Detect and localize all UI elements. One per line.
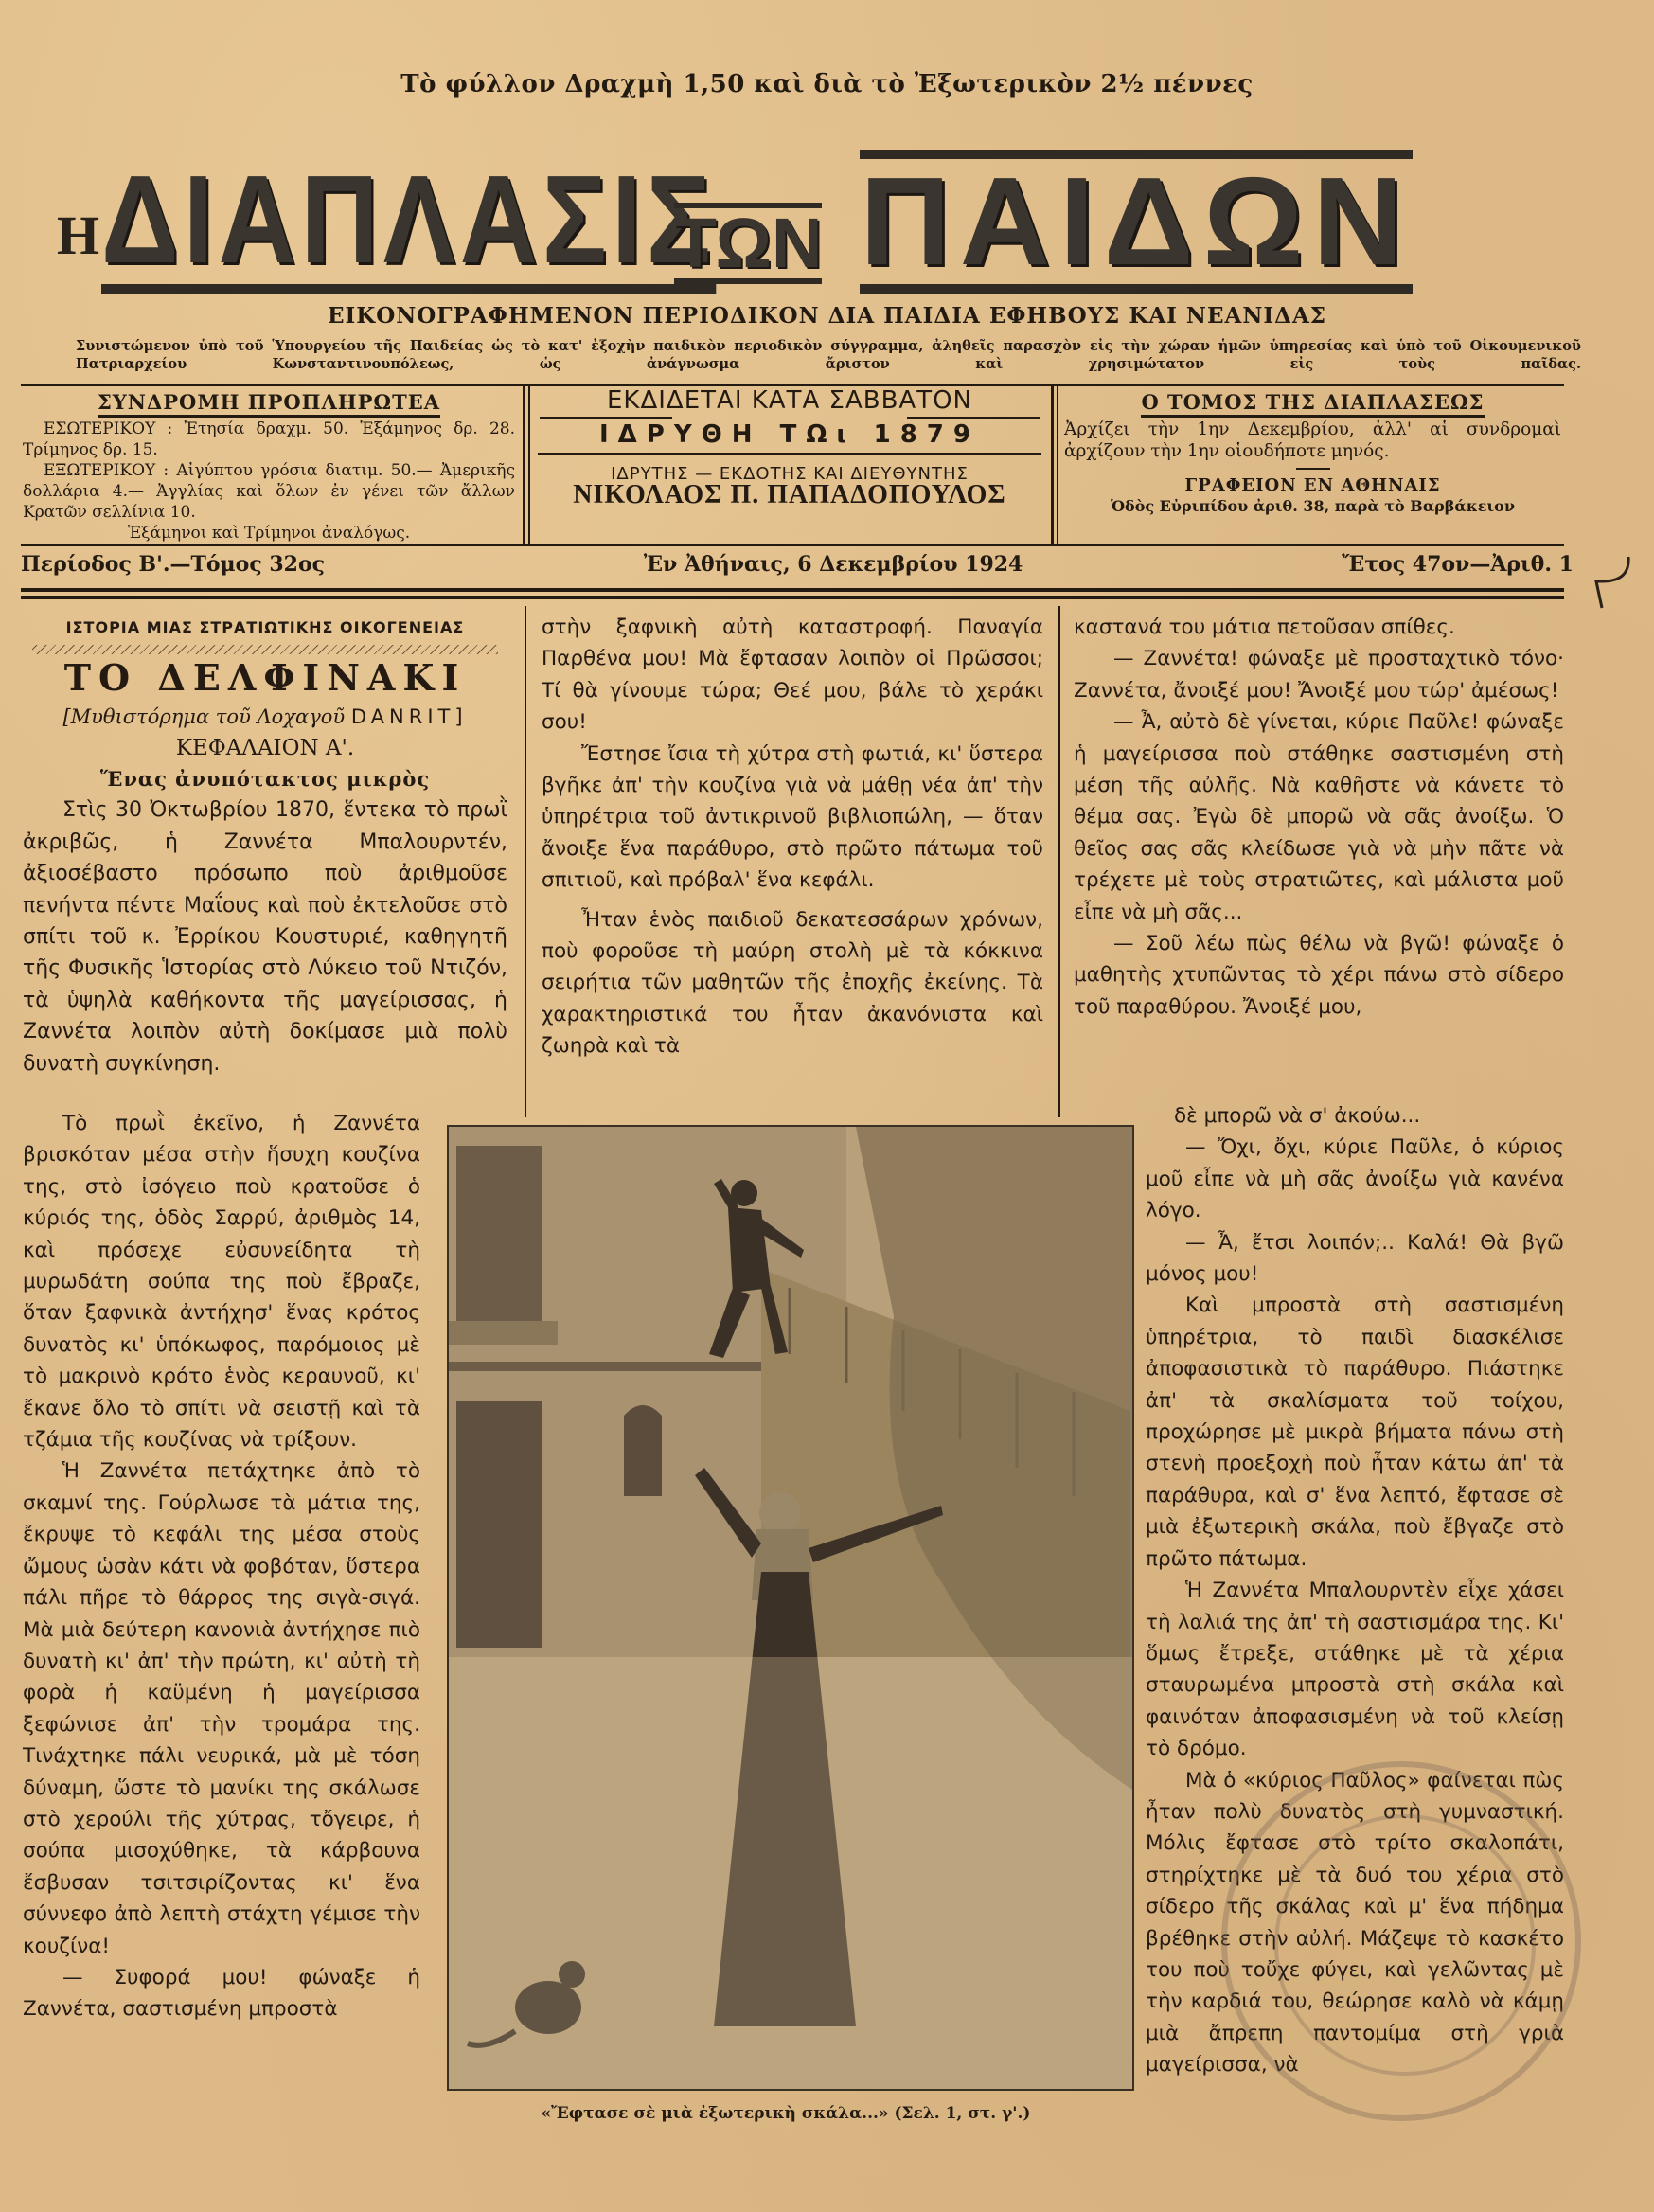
article-kicker: ΙΣΤΟΡΙΑ ΜΙΑΣ ΣΤΡΑΤΙΩΤΙΚΗΣ ΟΙΚΟΓΕΝΕΙΑΣ	[65, 618, 465, 636]
issue-period: Περίοδος Β'.—Τόμος 32ος	[21, 552, 326, 577]
courtyard-ground	[449, 1657, 1132, 2089]
byline-prefix: [Μυθιστόρημα τοῦ Λοχαγοῦ	[62, 705, 346, 729]
chapter-heading: ΚΕΦΑΛΑΙΟΝ Α'.	[175, 736, 355, 761]
rule-mid	[538, 453, 1041, 455]
paragraph: Στὶς 30 Ὀκτωβρίου 1870, ἕντεκα τὸ πρωῒ ἀκριβῶς, ἡ Ζαννέτα Μπαλουρντέν, ἀξιοσέβαστο πρόσωπο ποὺ ἀριθμοῦσε πενήντα πέντε Μαΐους καὶ ποὺ ἐκτελοῦσε στὸ σπίτι τοῦ κ. Ἐρρίκου Κουστυριέ, καθηγητῆ τῆς Φυσικῆς Ἱστορίας στὸ Λύκειο τοῦ Ντιζόν, τὰ ὑψηλὰ καθήκοντα τῆς μαγείρισσας, ἡ Ζαννέτα λοιπὸν αὐτὴ δοκίμασε μιὰ πολὺ δυνατὴ συγκίνηση.	[23, 798, 507, 1076]
upper-window	[456, 1146, 542, 1335]
paragraph: Καὶ μπροστὰ στὴ σαστισμένη ὑπηρέτρια, τὸ παιδὶ διασκέλισε ἀποφασιστικὰ τὸ παράθυρο. Πιάστηκε ἀπ' τὰ σκαλίσματα τοῦ τοίχου, προχώρησε μὲ μικρὰ βήματα πάνω στὴ στενὴ προεξοχὴ ποὺ ἦταν κάτω ἀπ' τὰ παράθυρα, καὶ σ' ἕνα λεπτό, ἔφτασε σὲ μιὰ ἐξωτερικὴ σκάλα, ποὺ ἔβγαζε στὸ πρῶτο πάτωμα.	[1146, 1293, 1564, 1571]
issue-number: Ἔτος 47ον—Ἀριθ. 1	[1342, 552, 1574, 577]
ground-doorway	[456, 1401, 542, 1648]
founder-name: ΝΙΚΟΛΑΟΣ Π. ΠΑΠΑΔΟΠΟΥΛΟΣ	[573, 480, 1006, 509]
paragraph: — Ὄχι, ὄχι, κύριε Παῦλε, ὁ κύριος μοῦ εἶπε νὰ μὴ σᾶς ἀνοίξω γιὰ κανένα λόγο.	[1146, 1135, 1564, 1223]
paragraph: — Σοῦ λέω πὼς θέλω νὰ βγῶ! φώναξε ὁ μαθητὴς χτυπῶντας τὸ χέρι πάνω στὸ σίδερο τοῦ παραθύρου. Ἄνοιξέ μου,	[1074, 932, 1564, 1019]
engraving-scene	[449, 1127, 1132, 2089]
subscription-box	[23, 392, 515, 544]
paragraph: Ἦταν ἑνὸς παιδιοῦ δεκατεσσάρων χρόνων, ποὺ φοροῦσε τὴ μαύρη στολὴ μὲ τὰ κόκκινα σειρήτια τῶν μαθητῶν τῆς ἐποχῆς ἐκείνης. Τὰ χαρακτηριστικά του ἦταν ἀκανόνιστα καὶ ζωηρὰ καὶ τὰ	[542, 907, 1043, 1059]
paragraph: — Συφορά μου! φώναξε ἡ Ζαννέτα, σαστισμένη μπροστὰ	[23, 1965, 420, 2022]
library-stamp-inner-ring	[1274, 1814, 1536, 2076]
article-column-1	[23, 612, 507, 1079]
pen-mark-icon	[1592, 553, 1630, 610]
volume-box	[1064, 392, 1561, 517]
masthead	[57, 152, 1515, 294]
divider-left	[523, 384, 525, 544]
issue-line	[21, 552, 1574, 577]
rule-bottom-infobox	[21, 544, 1564, 546]
paragraph: καστανά του μάτια πετοῦσαν σπίθες.	[1074, 615, 1455, 639]
paragraph: Μὰ ὁ «κύριος Παῦλος» φαίνεται πὼς ἦταν πολὺ δυνατὸς στὴ γυμναστική. Μόλις ἔφτασε στὸ τρίτο σκαλοπάτι, στηρίχτηκε μὲ τὰ δυό του χέρια στὸ σίδερο τῆς σκάλας καὶ μ' ἕνα πήδημα βρέθηκε στὴν αὐλή. Μάζεψε τὸ κασκέτο του ποὺ τοὔχε φύγει, καὶ γελῶντας μὲ τὴν καρδιά του, θεώρησε καλὸ νὰ κάμῃ μιὰ ἄπρεπη παντομίμα στὴ γριὰ μαγείρισσα, νὰ	[1146, 1768, 1564, 2078]
founder-role: ΙΔΡΥΤΗΣ — ΕΚΔΟΤΗΣ ΚΑΙ ΔΙΕΥΘΥΝΤΗΣ	[611, 464, 969, 484]
paragraph: Τὸ πρωῒ ἐκεῖνο, ἡ Ζαννέτα βρισκόταν μέσα στὴν ἥσυχη κουζίνα της, στὸ ἰσόγειο ποὺ κρατοῦσε ὁ κύριός της, ὁδὸς Σαρρύ, ἀριθμὸς 14, καὶ πρόσεχε εὐσυνείδητα τὴ μυρωδάτη σούπα της ποὺ ἔβραζε, ὅταν ξαφνικὰ ἀντήχησ' ἕνας κρότος δυνατὸς κι' ὑπόκωφος, παρόμοιος μὲ τὸ μακρινὸ κρότο ἑνὸς κεραυνοῦ, κι' ἔκανε ὅλο τὸ σπίτι νὰ σειστῇ καὶ τὰ τζάμια τῆς κουζίνας νὰ τρίξουν.	[23, 1112, 420, 1453]
column-divider-1	[525, 606, 526, 1117]
article-column-3	[1074, 612, 1564, 1023]
rule-double-bottom	[21, 596, 1564, 599]
subscription-note: Ἑξάμηνοι καὶ Τρίμηνοι ἀναλόγως.	[127, 524, 411, 543]
divider-right-2	[1057, 384, 1058, 544]
founded-year: ΙΔΡΥΘΗ ΤΩι 1879	[599, 420, 980, 449]
paragraph: — Ζαννέτα! φώναξε μὲ προσταχτικὸ τόνο· Ζαννέτα, ἄνοιξέ μου! Ἄνοιξέ μου τώρ' ἀμέσως!	[1074, 647, 1564, 703]
paragraph: Ἔστησε ἴσια τὴ χύτρα στὴ φωτιά, κι' ὕστερα βγῆκε ἀπ' τὴν κουζίνα γιὰ νὰ μάθῃ νέα ἀπ' τὴν ὑπηρέτρια τοῦ ἀντικρινοῦ βιβλιοπώλη, — ὅταν ἄνοιξε ἕνα παράθυρο, στὸ πρῶτο πάτωμα τοῦ σπιτιοῦ, καὶ πρόβαλ' ἕνα κεφάλι.	[542, 741, 1043, 893]
article-title: ΤΟ ΔΕΛΦΙΝΑΚΙ	[63, 656, 467, 700]
byline-author: DANRIT]	[350, 705, 468, 729]
rule-double-top	[21, 588, 1564, 592]
endorsement-text: Συνιστώμενον ὑπὸ τοῦ Ὑπουργείου τῆς Παιδείας ὡς τὸ κατ' ἐξοχὴν παιδικὸν περιοδικὸν σύγγραμμα, ἀληθεῖς παρασχὸν εἰς τὴν χώραν ἡμῶν ὑπηρεσίας καὶ ὑπὸ τοῦ Οἰκουμενικοῦ Πατριαρχείου Κωνσταντινουπόλεως, ὡς ἀνάγνωσμα ἄριστον καὶ χρησιμώτατον εἰς τοὺς παῖδας.	[76, 338, 1581, 372]
paragraph: στὴν ξαφνικὴ αὐτὴ καταστροφή. Παναγία Παρθένα μου! Μὰ ἔφτασαν λοιπὸν οἱ Πρῶσσοι; Τί θὰ γίνουμε τώρα; Θεέ μου, βάλε τὸ χεράκι σου!	[542, 615, 1043, 735]
library-stamp	[1221, 1761, 1581, 2121]
chapter-subtitle: Ἕνας ἀνυπότακτος μικρὸς	[99, 767, 431, 792]
column-divider-2	[1058, 606, 1060, 1117]
price-line: Τὸ φύλλον Δραχμὴ 1,50 καὶ διὰ τὸ Ἐξωτερικὸν 2½ πέννες	[400, 70, 1254, 98]
office-address: Ὁδὸς Εὐριπίδου ἀριθ. 38, παρὰ τὸ Βαρβάκειον	[1111, 497, 1515, 515]
article-column-1-lower	[23, 1108, 420, 2025]
subscription-domestic: ΕΣΩΤΕΡΙΚΟΥ : Ἐτησία δραχμ. 50. Ἑξάμηνος δρ. 28. Τρίμηνος δρ. 15.	[23, 419, 515, 459]
paragraph: δὲ μπορῶ νὰ σ' ἀκούω...	[1174, 1104, 1421, 1128]
paragraph: Ἡ Ζαννέτα πετάχτηκε ἀπὸ τὸ σκαμνί της. Γούρλωσε τὰ μάτια της, ἔκρυψε τὸ κεφάλι της μέσα στοὺς ὤμους ὡσὰν κάτι νὰ φοβόταν, ὕστερα πάλι πῆρε τὸ θάρρος της σιγὰ-σιγά. Μὰ μιὰ δεύτερη κανονιὰ ἀντήχησε πιὸ δυνατὴ κι' ἀπ' τὴν πρώτη, κι' αὐτὴ τὴ φορὰ ἡ καϋμένη ἡ μαγείρισσα ξεφώνισε ἀπ' τὴν τρομάρα της. Τινάχτηκε πάλι νευρικά, μὰ μὲ τόση δύναμη, ὥστε τὸ μανίκι της σκάλωσε στὸ χερούλι τῆς χύτρας, τὄγειρε, ἡ σούπα μισοχύθηκε, τὰ κάρβουνα ἔσβυσαν τσιτσιρίζοντας κι' ἕνα σύννεφο ἀπὸ λεπτὴ στάχτη γέμισε τὴν κουζίνα!	[23, 1459, 420, 1958]
article-column-2	[542, 612, 1043, 1062]
paragraph: Ἡ Ζαννέτα Μπαλουρντὲν εἶχε χάσει τὴ λαλιά της ἀπ' τὴ σαστισμάρα της. Κι' ὅμως ἔτρεξε, στάθηκε μὲ τὰ χέρια σταυρωμένα μπροστὰ στὴ σκάλα καὶ φαινόταν ἀποφασισμένη νὰ τοῦ κλείσῃ τὸ δρόμο.	[1146, 1579, 1564, 1761]
story-illustration	[447, 1125, 1134, 2091]
issue-date: Ἐν Ἀθήναις, 6 Δεκεμβρίου 1924	[643, 552, 1023, 577]
masthead-title-ton: ΤΩΝ	[673, 204, 823, 282]
arched-window	[624, 1405, 662, 1496]
rule-tiny	[1296, 468, 1330, 470]
masthead-title-paidon: ΠΑΙΔΩΝ	[860, 150, 1412, 294]
masthead-title-diaplasis: ΔΙΑΠΛΑΣΙΣ	[101, 157, 716, 294]
divider-left-2	[528, 384, 530, 544]
article-byline	[23, 702, 507, 732]
illustration-caption: «Ἔφτασε σὲ μιὰ ἐξωτερικὴ σκάλα...» (Σελ. 1, στ. γ'.)	[541, 2104, 1031, 2123]
office-title: ΓΡΑΦΕΙΟΝ ΕΝ ΑΘΗΝΑΙΣ	[1184, 475, 1441, 495]
wavy-rule	[32, 645, 498, 654]
masthead-article: Η	[57, 205, 100, 266]
rule-short	[540, 417, 672, 419]
published-weekly: ΕΚΔΙΔΕΤΑΙ ΚΑΤΑ ΣΑΒΒΑΤΟΝ	[607, 386, 972, 415]
subscription-foreign: ΕΞΩΤΕΡΙΚΟΥ : Αἰγύπτου γρόσια διατιμ. 50.— Ἀμερικῆς δολλάρια 4.— Ἀγγλίας καὶ ὅλων ἐν γένει τῶν ἄλλων Κρατῶν σελλίνια 10.	[23, 461, 515, 522]
paragraph: — Ἆ, αὐτὸ δὲ γίνεται, κύριε Παῦλε! φώναξε ἡ μαγείρισσα ποὺ στάθηκε σαστισμένη στὴ μέση τῆς αὐλῆς. Νὰ καθῆστε νὰ κάνετε τὸ θέμα σας. Ἐγὼ δὲ μπορῶ νὰ σᾶς ἀνοίξω. Ὁ θεῖος σας σᾶς κλείδωσε γιὰ νὰ μὴν πᾶτε νὰ τρέχετε μὲ τοὺς στρατιῶτες, καὶ μάλιστα μοῦ εἶπε νὰ μὴ σᾶς...	[1074, 710, 1564, 924]
publication-subtitle: ΕΙΚΟΝΟΓΡΑΦΗΜΕΝΟΝ ΠΕΡΙΟΔΙΚΟΝ ΔΙΑ ΠΑΙΔΙΑ ΕΦΗΒΟΥΣ ΚΑΙ ΝΕΑΝΙΔΑΣ	[327, 303, 1327, 329]
publication-box	[534, 386, 1045, 509]
subscription-title: ΣΥΝΔΡΟΜΗ ΠΡΟΠΛΗΡΩΤΕΑ	[23, 392, 515, 413]
divider-right	[1051, 384, 1054, 544]
rule-short	[907, 417, 1040, 419]
paragraph: — Ἆ, ἔτσι λοιπόν;.. Καλά! Θὰ βγῶ μόνος μου!	[1146, 1230, 1564, 1287]
volume-title: Ο ΤΟΜΟΣ ΤΗΣ ΔΙΑΠΛΑΣΕΩΣ	[1064, 392, 1561, 413]
volume-text: Ἀρχίζει τὴν 1ην Δεκεμβρίου, ἀλλ' αἱ συνδρομαὶ ἀρχίζουν τὴν 1ην οἱουδήποτε μηνός.	[1064, 419, 1561, 461]
